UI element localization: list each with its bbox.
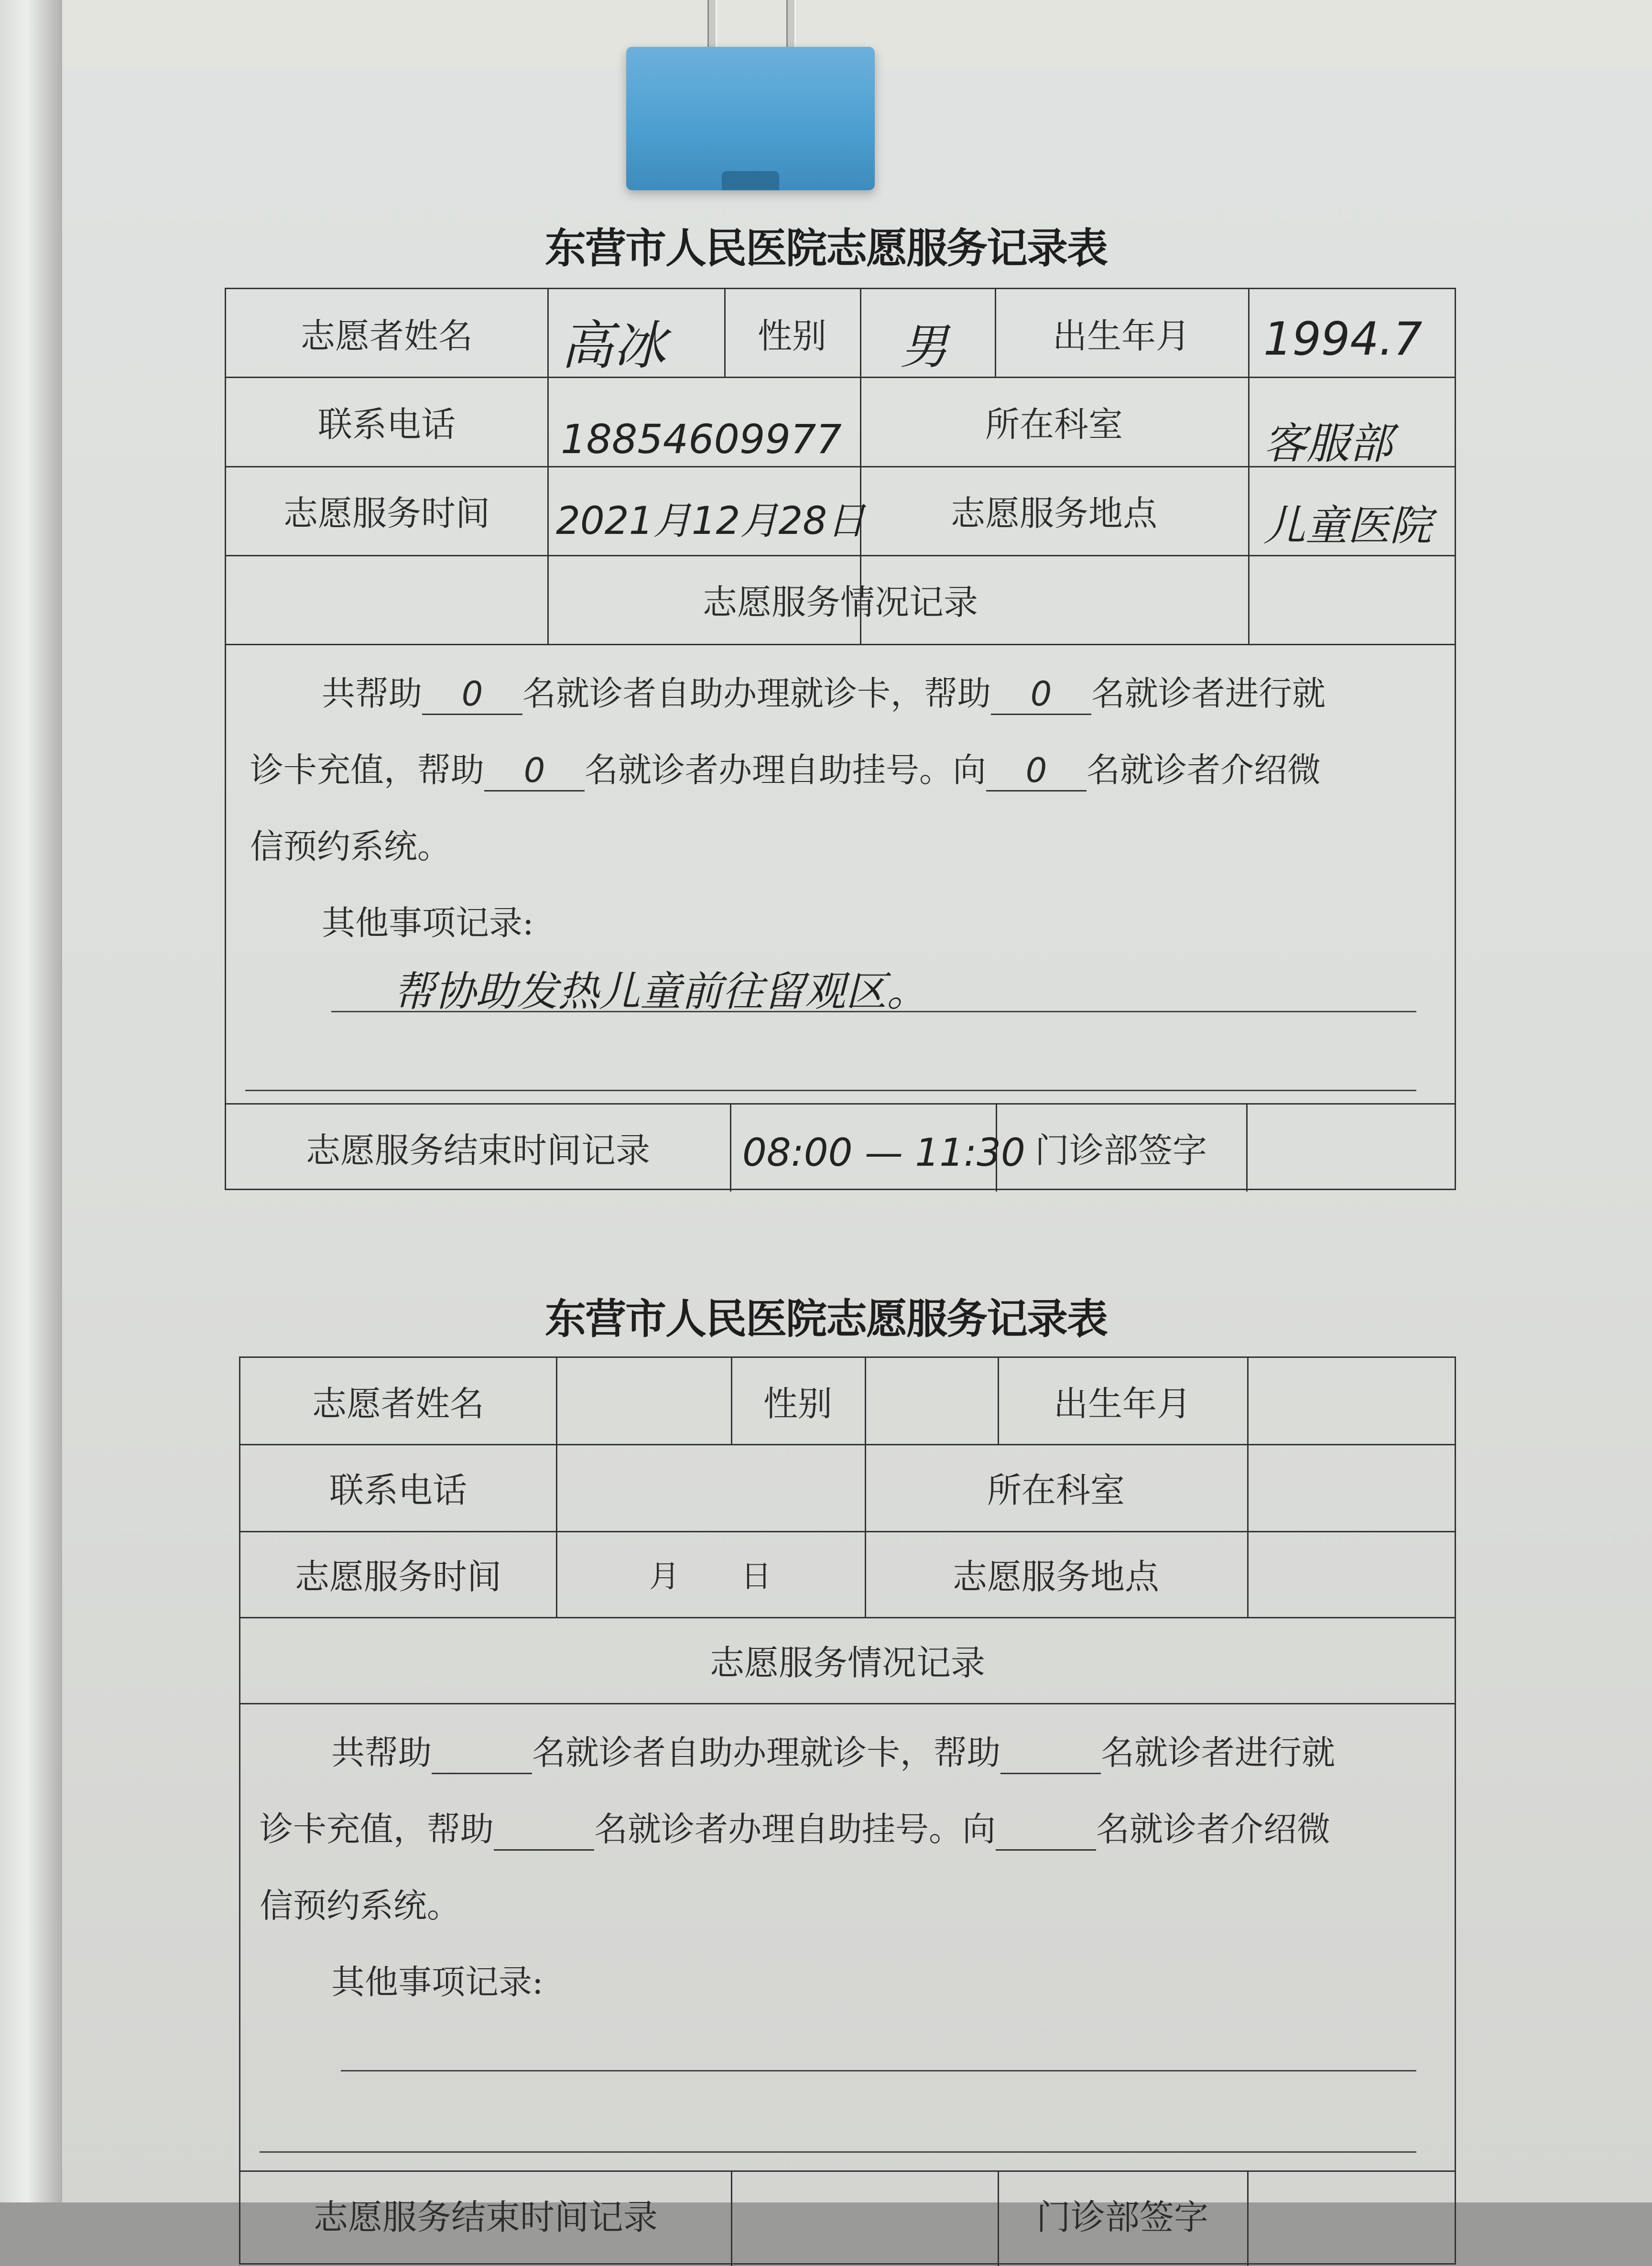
value-volunteer-name[interactable]: 高冰 xyxy=(561,315,666,376)
label-department: 所在科室 xyxy=(987,1470,1125,1510)
label-end-time: 志愿服务结束时间记录 xyxy=(305,1130,650,1171)
record-paragraph-line-2: 诊卡充值，帮助 名就诊者办理自助挂号。向 名就诊者介绍微 xyxy=(260,1802,1330,1851)
label-gender: 性别 xyxy=(757,315,826,356)
record-paragraph-line-1: 共帮助 名就诊者自助办理就诊卡，帮助 名就诊者进行就 xyxy=(331,1726,1335,1774)
value-gender[interactable] xyxy=(865,1358,998,1444)
other-matters-value[interactable]: 帮协助发热儿童前往留观区。 xyxy=(393,968,928,1016)
record-paragraph-line-3: 信预约系统。 xyxy=(260,1886,460,1925)
count-wechat-intro[interactable] xyxy=(996,1810,1096,1851)
count-wechat-intro[interactable]: 0 xyxy=(986,751,1087,791)
value-birth-date[interactable] xyxy=(1247,1358,1455,1444)
label-birth-date: 出生年月 xyxy=(1052,315,1190,356)
label-service-place: 志愿服务地点 xyxy=(952,1557,1159,1597)
label-signature: 门诊部签字 xyxy=(1036,2197,1208,2237)
value-service-time[interactable]: 月 日 xyxy=(649,1559,772,1594)
other-matters-label: 其他事项记录: xyxy=(322,903,534,943)
value-department[interactable] xyxy=(1247,1444,1455,1531)
count-card-recharge[interactable] xyxy=(1000,1734,1101,1774)
value-volunteer-name[interactable] xyxy=(556,1358,731,1444)
value-gender[interactable]: 男 xyxy=(900,319,948,375)
value-service-place[interactable]: 儿童医院 xyxy=(1263,501,1432,550)
label-volunteer-name: 志愿者姓名 xyxy=(312,1384,484,1424)
count-register-card[interactable]: 0 xyxy=(422,674,522,715)
other-matters-line-2 xyxy=(260,2151,1416,2153)
count-self-registration[interactable] xyxy=(494,1810,594,1851)
label-department: 所在科室 xyxy=(985,404,1123,445)
record-paragraph-line-2: 诊卡充值，帮助 0 名就诊者办理自助挂号。向 0 名就诊者介绍微 xyxy=(250,743,1321,791)
value-birth-date[interactable]: 1994.7 xyxy=(1263,313,1423,366)
value-phone[interactable] xyxy=(556,1444,865,1531)
label-birth-date: 出生年月 xyxy=(1053,1384,1191,1424)
other-matters-line-1 xyxy=(341,2070,1416,2071)
label-phone: 联系电话 xyxy=(329,1470,467,1510)
label-signature: 门诊部签字 xyxy=(1034,1130,1207,1171)
form-title: 东营市人民医院志愿服务记录表 xyxy=(545,1295,1107,1343)
label-end-time: 志愿服务结束时间记录 xyxy=(313,2197,658,2237)
label-volunteer-name: 志愿者姓名 xyxy=(300,315,473,356)
label-service-time: 志愿服务时间 xyxy=(283,493,490,533)
count-self-registration[interactable]: 0 xyxy=(484,751,585,791)
value-service-time[interactable]: 2021月12月28日 xyxy=(556,499,866,543)
record-section-header: 志愿服务情况记录 xyxy=(709,1643,985,1683)
label-service-time: 志愿服务时间 xyxy=(294,1557,501,1597)
count-register-card[interactable] xyxy=(432,1734,532,1774)
label-gender: 性别 xyxy=(763,1384,832,1424)
value-end-time[interactable] xyxy=(731,2170,998,2266)
form-table xyxy=(239,1356,1456,2265)
form-title: 东营市人民医院志愿服务记录表 xyxy=(545,224,1107,272)
value-department[interactable]: 客服部 xyxy=(1263,419,1392,469)
value-phone[interactable]: 18854609977 xyxy=(561,416,842,463)
label-phone: 联系电话 xyxy=(317,404,456,445)
value-signature[interactable] xyxy=(1247,2170,1455,2266)
count-card-recharge[interactable]: 0 xyxy=(991,674,1091,715)
value-end-time[interactable]: 08:00 — 11:30 xyxy=(742,1130,1025,1175)
record-paragraph-line-3: 信预约系统。 xyxy=(250,827,451,866)
label-service-place: 志愿服务地点 xyxy=(950,493,1157,533)
value-service-place[interactable] xyxy=(1247,1531,1455,1617)
record-paragraph-line-1: 共帮助 0 名就诊者自助办理就诊卡，帮助 0 名就诊者进行就 xyxy=(322,667,1326,715)
record-section-header: 志愿服务情况记录 xyxy=(702,582,978,622)
other-matters-label: 其他事项记录: xyxy=(331,1962,543,2002)
